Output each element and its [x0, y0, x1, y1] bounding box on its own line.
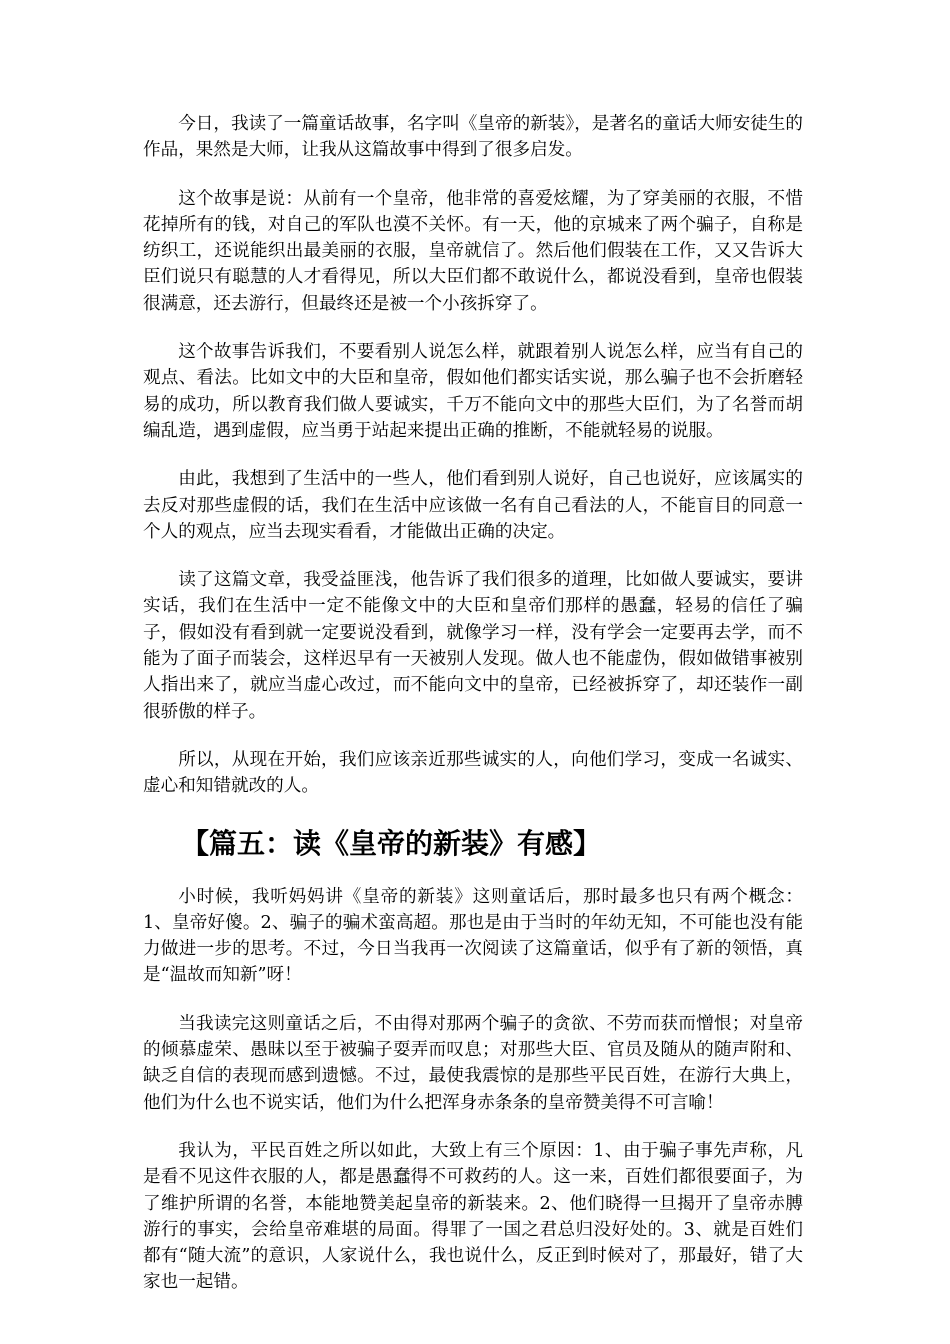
- paragraph-intro: 今日，我读了一篇童话故事，名字叫《皇帝的新装》，是著名的童话大师安徒生的作品，果然是大师，让我从这篇故事中得到了很多启发。: [143, 114, 803, 161]
- paragraph-lesson: 这个故事告诉我们，不要看别人说怎么样，就跟着别人说怎么样，应当有自己的观点、看法。比如文中的大臣和皇帝，假如他们都实话实说，那么骗子也不会折磨轻易的成功，所以教育我们做人要诚实，千万不能向文中的那些大臣们，为了名誉而胡编乱造，遇到虚假，应当勇于站起来提出正确的推断，不能就轻易的说服。: [143, 342, 803, 441]
- paragraph-childhood: 小时候，我听妈妈讲《皇帝的新装》这则童话后，那时最多也只有两个概念：1、皇帝好傻。2、骗子的骗术蛮高超。那也是由于当时的年幼无知，不可能也没有能力做进一步的思考。不过，今日当我再一次阅读了这篇童话，似乎有了新的领悟，真是“温故而知新”呀！: [143, 886, 803, 986]
- paragraph-conclusion: 所以，从现在开始，我们应该亲近那些诚实的人，向他们学习，变成一名诚实、虚心和知错就改的人。: [143, 749, 803, 797]
- paragraph-story-summary: 这个故事是说：从前有一个皇帝，他非常的喜爱炫耀，为了穿美丽的衣服，不惜花掉所有的钱，对自己的军队也漠不关怀。有一天，他的京城来了两个骗子，自称是纺织工，还说能织出最美丽的衣服，皇帝就信了。然后他们假装在工作，又又告诉大臣们说只有聪慧的人才看得见，所以大臣们都不敢说什么，都说没看到，皇帝也假装很满意，还去游行，但最终还是被一个小孩拆穿了。: [143, 188, 803, 314]
- section-heading: 【篇五：读《皇帝的新装》有感】: [181, 826, 602, 860]
- paragraph-takeaway: 读了这篇文章，我受益匪浅，他告诉了我们很多的道理，比如做人要诚实，要讲实话，我们在生活中一定不能像文中的大臣和皇帝们那样的愚蠢，轻易的信任了骗子，假如没有看到就一定要说没看到，就像学习一样，没有学会一定要再去学，而不能为了面子而装会，这样迟早有一天被别人发现。做人也不能虚伪，假如做错事被别人指出来了，就应当虚心改过，而不能向文中的皇帝，已经被拆穿了，却还装作一副很骄傲的样子。: [143, 570, 803, 722]
- paragraph-reasons: 我认为，平民百姓之所以如此，大致上有三个原因：1、由于骗子事先声称，凡是看不见这件衣服的人，都是愚蠢得不可救药的人。这一来，百姓们都很要面子，为了维护所谓的名誉，本能地赞美起皇帝的新装来。2、他们晓得一旦揭开了皇帝赤膊游行的事实，会给皇帝难堪的局面。得罪了一国之君总归没好处的。3、就是百姓们都有“随大流”的意识，人家说什么，我也说什么，反正到时候对了，那最好，错了大家也一起错。: [143, 1140, 803, 1293]
- document-page: [143, 111, 803, 1318]
- paragraph-reflection: 由此，我想到了生活中的一些人，他们看到别人说好，自己也说好，应该属实的去反对那些虚假的话，我们在生活中应该做一名有自己看法的人，不能盲目的同意一个人的观点，应当去现实看看，才能做出正确的决定。: [143, 469, 803, 542]
- paragraph-feelings: 当我读完这则童话之后，不由得对那两个骗子的贪欲、不劳而获而憎恨；对皇帝的倾慕虚荣、愚昧以至于被骗子耍弄而叹息；对那些大臣、官员及随从的随声附和、缺乏自信的表现而感到遗憾。不过，最使我震惊的是那些平民百姓，在游行大典上，他们为什么也不说实话，他们为什么把浑身赤条条的皇帝赞美得不可言喻！: [143, 1013, 803, 1113]
